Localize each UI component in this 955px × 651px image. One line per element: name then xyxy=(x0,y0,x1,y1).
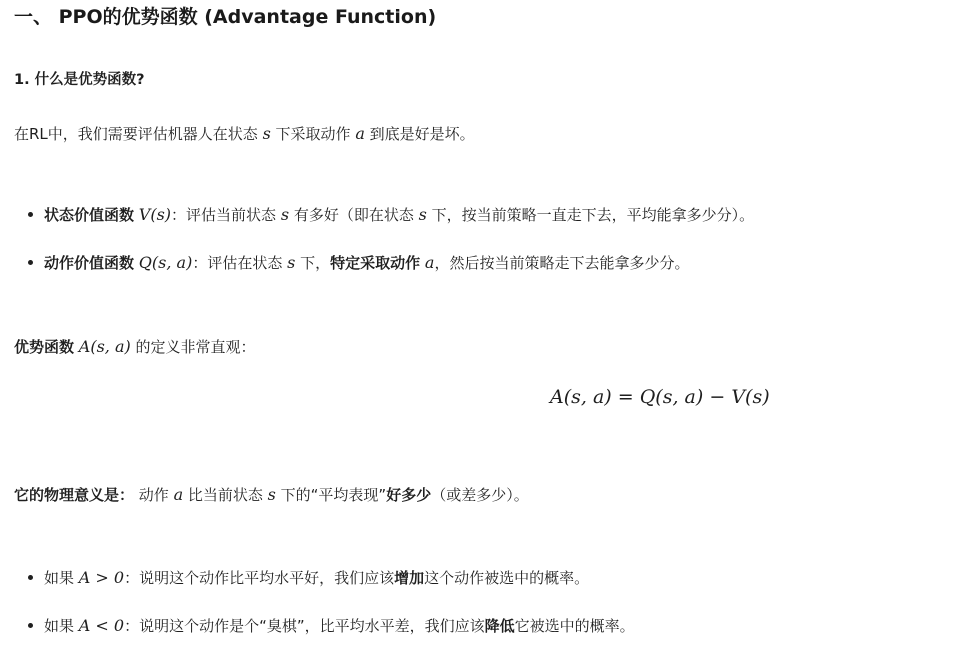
list-item-negative xyxy=(28,615,635,637)
eq-v: V(s) xyxy=(731,386,770,408)
eq-lhs: A(s, a) xyxy=(550,386,612,408)
math-s: s xyxy=(262,124,271,143)
meaning-text-1: 动作 xyxy=(134,486,174,504)
item-text-2: 有多好（即在状态 xyxy=(289,206,419,224)
math-s: s xyxy=(267,485,276,504)
math-a-lt-0: A < 0 xyxy=(78,616,125,635)
subsection-title: 1. 什么是优势函数? xyxy=(14,72,145,88)
math-v-s: V(s) xyxy=(138,205,172,224)
intro-text-1: 在RL中，我们需要评估机器人在状态 xyxy=(14,125,263,143)
definition-text: 的定义非常直观： xyxy=(130,338,256,356)
math-a: a xyxy=(424,253,435,272)
item-text-1: ：说明这个动作比平均水平好，我们应该 xyxy=(124,569,395,587)
meaning-text-2: 比当前状态 xyxy=(183,486,268,504)
section-title: 一、 PPO的优势函数 (Advantage Function) xyxy=(14,6,437,28)
term-advantage: 优势函数 xyxy=(14,338,75,356)
meaning-text-4: （或差多少）。 xyxy=(431,486,529,504)
bullet-icon xyxy=(28,212,33,217)
math-a-gt-0: A > 0 xyxy=(78,568,125,587)
advantage-definition xyxy=(14,336,256,358)
math-a: a xyxy=(355,124,365,143)
intro-text-2: 下采取动作 xyxy=(270,125,356,143)
advantage-equation xyxy=(550,386,770,408)
item-text-2: 下， xyxy=(295,254,331,272)
bullet-icon xyxy=(28,575,33,580)
emphasis-specific-action: 特定采取动作 xyxy=(330,254,421,272)
math-a: a xyxy=(173,485,184,504)
eq-equals: = xyxy=(617,386,634,408)
physical-meaning xyxy=(14,484,529,506)
math-a-sa: A(s, a) xyxy=(78,337,131,356)
eq-minus: − xyxy=(709,386,726,408)
emphasis-increase: 增加 xyxy=(394,569,425,587)
intro-text-3: 到底是好是坏。 xyxy=(364,125,475,143)
item-text-1: ：说明这个动作是个“臭棋”，比平均水平差，我们应该 xyxy=(124,617,485,635)
item-text-1: ：评估在状态 xyxy=(192,254,288,272)
item-text-0: 如果 xyxy=(44,617,79,635)
emphasis-how-much-better: 好多少 xyxy=(386,486,432,504)
bullet-icon xyxy=(28,623,33,628)
list-item-positive xyxy=(28,567,589,589)
eq-q: Q(s, a) xyxy=(639,386,704,408)
item-text-0: 如果 xyxy=(44,569,79,587)
item-text-3: ，然后按当前策略走下去能拿多少分。 xyxy=(434,254,690,272)
math-s: s xyxy=(280,205,290,224)
emphasis-decrease: 降低 xyxy=(484,617,515,635)
list-item-state-value xyxy=(28,204,754,226)
math-s: s xyxy=(418,205,427,224)
item-text-2: 它被选中的概率。 xyxy=(514,617,635,635)
list-item-action-value xyxy=(28,252,689,274)
bullet-icon xyxy=(28,260,33,265)
item-text-1: ：评估当前状态 xyxy=(171,206,281,224)
math-q-sa: Q(s, a) xyxy=(138,253,193,272)
math-s: s xyxy=(287,253,296,272)
term-state-value: 状态价值函数 xyxy=(44,206,135,224)
intro-paragraph xyxy=(14,123,475,145)
meaning-text-3: 下的“平均表现” xyxy=(275,486,387,504)
term-action-value: 动作价值函数 xyxy=(44,254,135,272)
item-text-3: 下，按当前策略一直走下去，平均能拿多少分）。 xyxy=(426,206,755,224)
term-physical-meaning: 它的物理意义是： xyxy=(14,486,135,504)
item-text-2: 这个动作被选中的概率。 xyxy=(424,569,590,587)
